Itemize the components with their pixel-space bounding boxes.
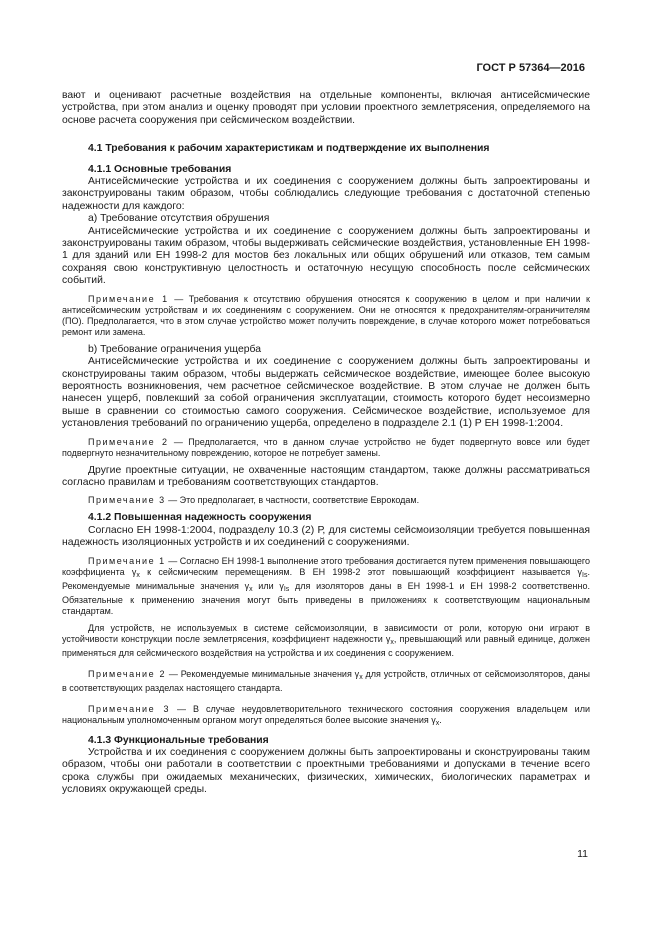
note-text: — Рекомендуемые минимальные значения γ (168, 668, 360, 679)
paragraph: Другие проектные ситуации, не охваченные настоящим стандартом, также должны рассматриваться согласно правилам и требованиям соответствующих стандартов. (62, 464, 590, 488)
note-label: Примечание 1 (88, 293, 169, 304)
note-2 (62, 437, 590, 459)
note-text: . Рекомендуемые минимальные значения γ (62, 566, 590, 591)
item-b-label: b) Требование ограничения ущерба (88, 343, 262, 355)
paragraph: Антисейсмические устройства и их соединения с сооружением должны быть запроектированы и законструированы таким образом, чтобы соблюдались следующие требования с достаточной степенью надежности для каждого: (62, 176, 590, 212)
note-text: или γ (252, 580, 284, 591)
note-text: к сейсмическим перемещениям. В ЕН 1998-2 этот повышающий коэффициент называется γ (139, 566, 583, 577)
page-number: 11 (577, 848, 588, 860)
note-label: Примечание 3 (88, 495, 166, 506)
section-4-1-3-title: 4.1.3 Функциональные требования (88, 734, 269, 746)
subscript: Is (582, 571, 588, 579)
note-text: — Требования к отсутствию обрушения относятся к сооружению в целом и при наличии к антисейсмическим устройствам и их соединениям с сооружением. Они не относятся к предохранителям-ограничителям (ПО). Предполагается, что в этом случае устройство может получить повреждение, в случае которого может потребоваться ремонт или замена. (62, 293, 590, 337)
paragraph-text: , превышающий или равный единице, должен применяться для сейсмического воздействия на устройства и их соединения с сооружением. (62, 633, 590, 658)
document-header: ГОСТ Р 57364—2016 (476, 62, 585, 74)
note-label: Примечание 3 (88, 703, 171, 714)
section-4-1-title: 4.1 Требования к рабочим характеристикам и подтверждение их выполнения (88, 143, 490, 155)
note-label: Примечание 2 (88, 668, 166, 679)
note-text: — Это предполагает, в частности, соответствие Еврокодам. (168, 495, 420, 506)
note-1 (62, 294, 590, 338)
paragraph-text: Для устройств, не используемых в системе сейсмоизоляции, в зависимости от роли, которую они играют в устойчивости конструкции после землетрясения, коэффициент надежности γ (62, 622, 590, 644)
paragraph: Согласно ЕН 1998-1:2004, подразделу 10.3 (2) Р, для системы сейсмоизоляции требуется повышенная надежность изоляционных устройств и их соединений с сооружениями. (62, 524, 590, 549)
note-text: . (439, 714, 442, 725)
section-4-1-2-title: 4.1.2 Повышенная надежность сооружения (88, 512, 312, 524)
note-text: — Предполагается, что в данном случае устройство не будет подвергнуто вовсе или будет подвергнуто незначительному повреждению, которое не потребует замены. (62, 436, 590, 458)
note-label: Примечание 1 (88, 555, 166, 566)
subscript: x (136, 571, 140, 579)
note-3 (62, 495, 590, 506)
note-text: для изоляторов даны в ЕН 1998-1 и ЕН 1998-2 соответственно. Обязательные к применению значения могут быть приведены в приложениях к соответствующим национальным стандартам. (62, 580, 590, 616)
intro-paragraph: вают и оценивают расчетные воздействия на отдельные компоненты, включая антисейсмические устройства, при этом анализ и оценку проводят при условии проектного землетрясения, определяемого на основе расчета сооружения при сейсмическом воздействии. (62, 90, 590, 126)
note-text: для устройств, отличных от сейсмоизоляторов, даны в соответствующих разделах настоящего стандарта. (62, 668, 590, 693)
subscript: x (249, 585, 253, 593)
item-a-label: а) Требование отсутствия обрушения (88, 213, 270, 225)
subscript: x (435, 719, 440, 727)
subscript: x (390, 638, 394, 646)
note-3-reliability (62, 704, 590, 729)
section-4-1-1-title: 4.1.1 Основные требования (88, 163, 232, 175)
paragraph-small (62, 623, 590, 659)
paragraph: Устройства и их соединения с сооружением должны быть запроектированы и сконструированы таким образом, чтобы они работали в соответствии с проектными требованиями и допусками в течение всего срока службы при ожидаемых механических, физических, химических, биологических параметрах и условиях окружающей среды. (62, 746, 590, 796)
subscript: Is (283, 585, 290, 593)
note-text: — В случае неудовлетворительного технического состояния сооружения владельцем или национальным уполномоченным органом могут определяться более высокие значения γ (62, 703, 590, 725)
paragraph: Антисейсмические устройства и их соединение с сооружением должны быть запроектированы и законструированы таким образом, чтобы выдерживать сейсмические воздействия, установленные ЕН 1998-1 для зданий или ЕН 1998-2 для мостов без локальных или общих обрушений или отказов, тем самым сохраняя свою конструктивную целостность и остаточную несущую способность после сейсмических событий. (62, 225, 590, 287)
note-1-reliability (62, 556, 590, 617)
note-text: — Согласно ЕН 1998-1 выполнение этого требования достигается путем применения повышающего коэффициента γ (62, 555, 590, 577)
document-body (62, 90, 590, 797)
paragraph: Антисейсмические устройства и их соединение с сооружением должны быть запроектированы и сконструированы таким образом, чтобы выдержать сейсмическое воздействие, имеющее более высокую вероятность возникновения, чем расчетное сейсмическое воздействие. В этом случае не должен быть нанесен ущерб, повлекший за собой ограничения эксплуатации, стоимость которого будет несоизмерно выше в сравнении со стоимостью самого сооружения. Сейсмическое воздействие, используемое для установления требований по ограничению ущерба, определено в подразделе 2.1 (1) Р ЕН 1998-1:2004. (62, 356, 590, 430)
note-2-reliability (62, 669, 590, 694)
note-label: Примечание 2 (88, 436, 169, 447)
subscript: x (359, 673, 363, 681)
